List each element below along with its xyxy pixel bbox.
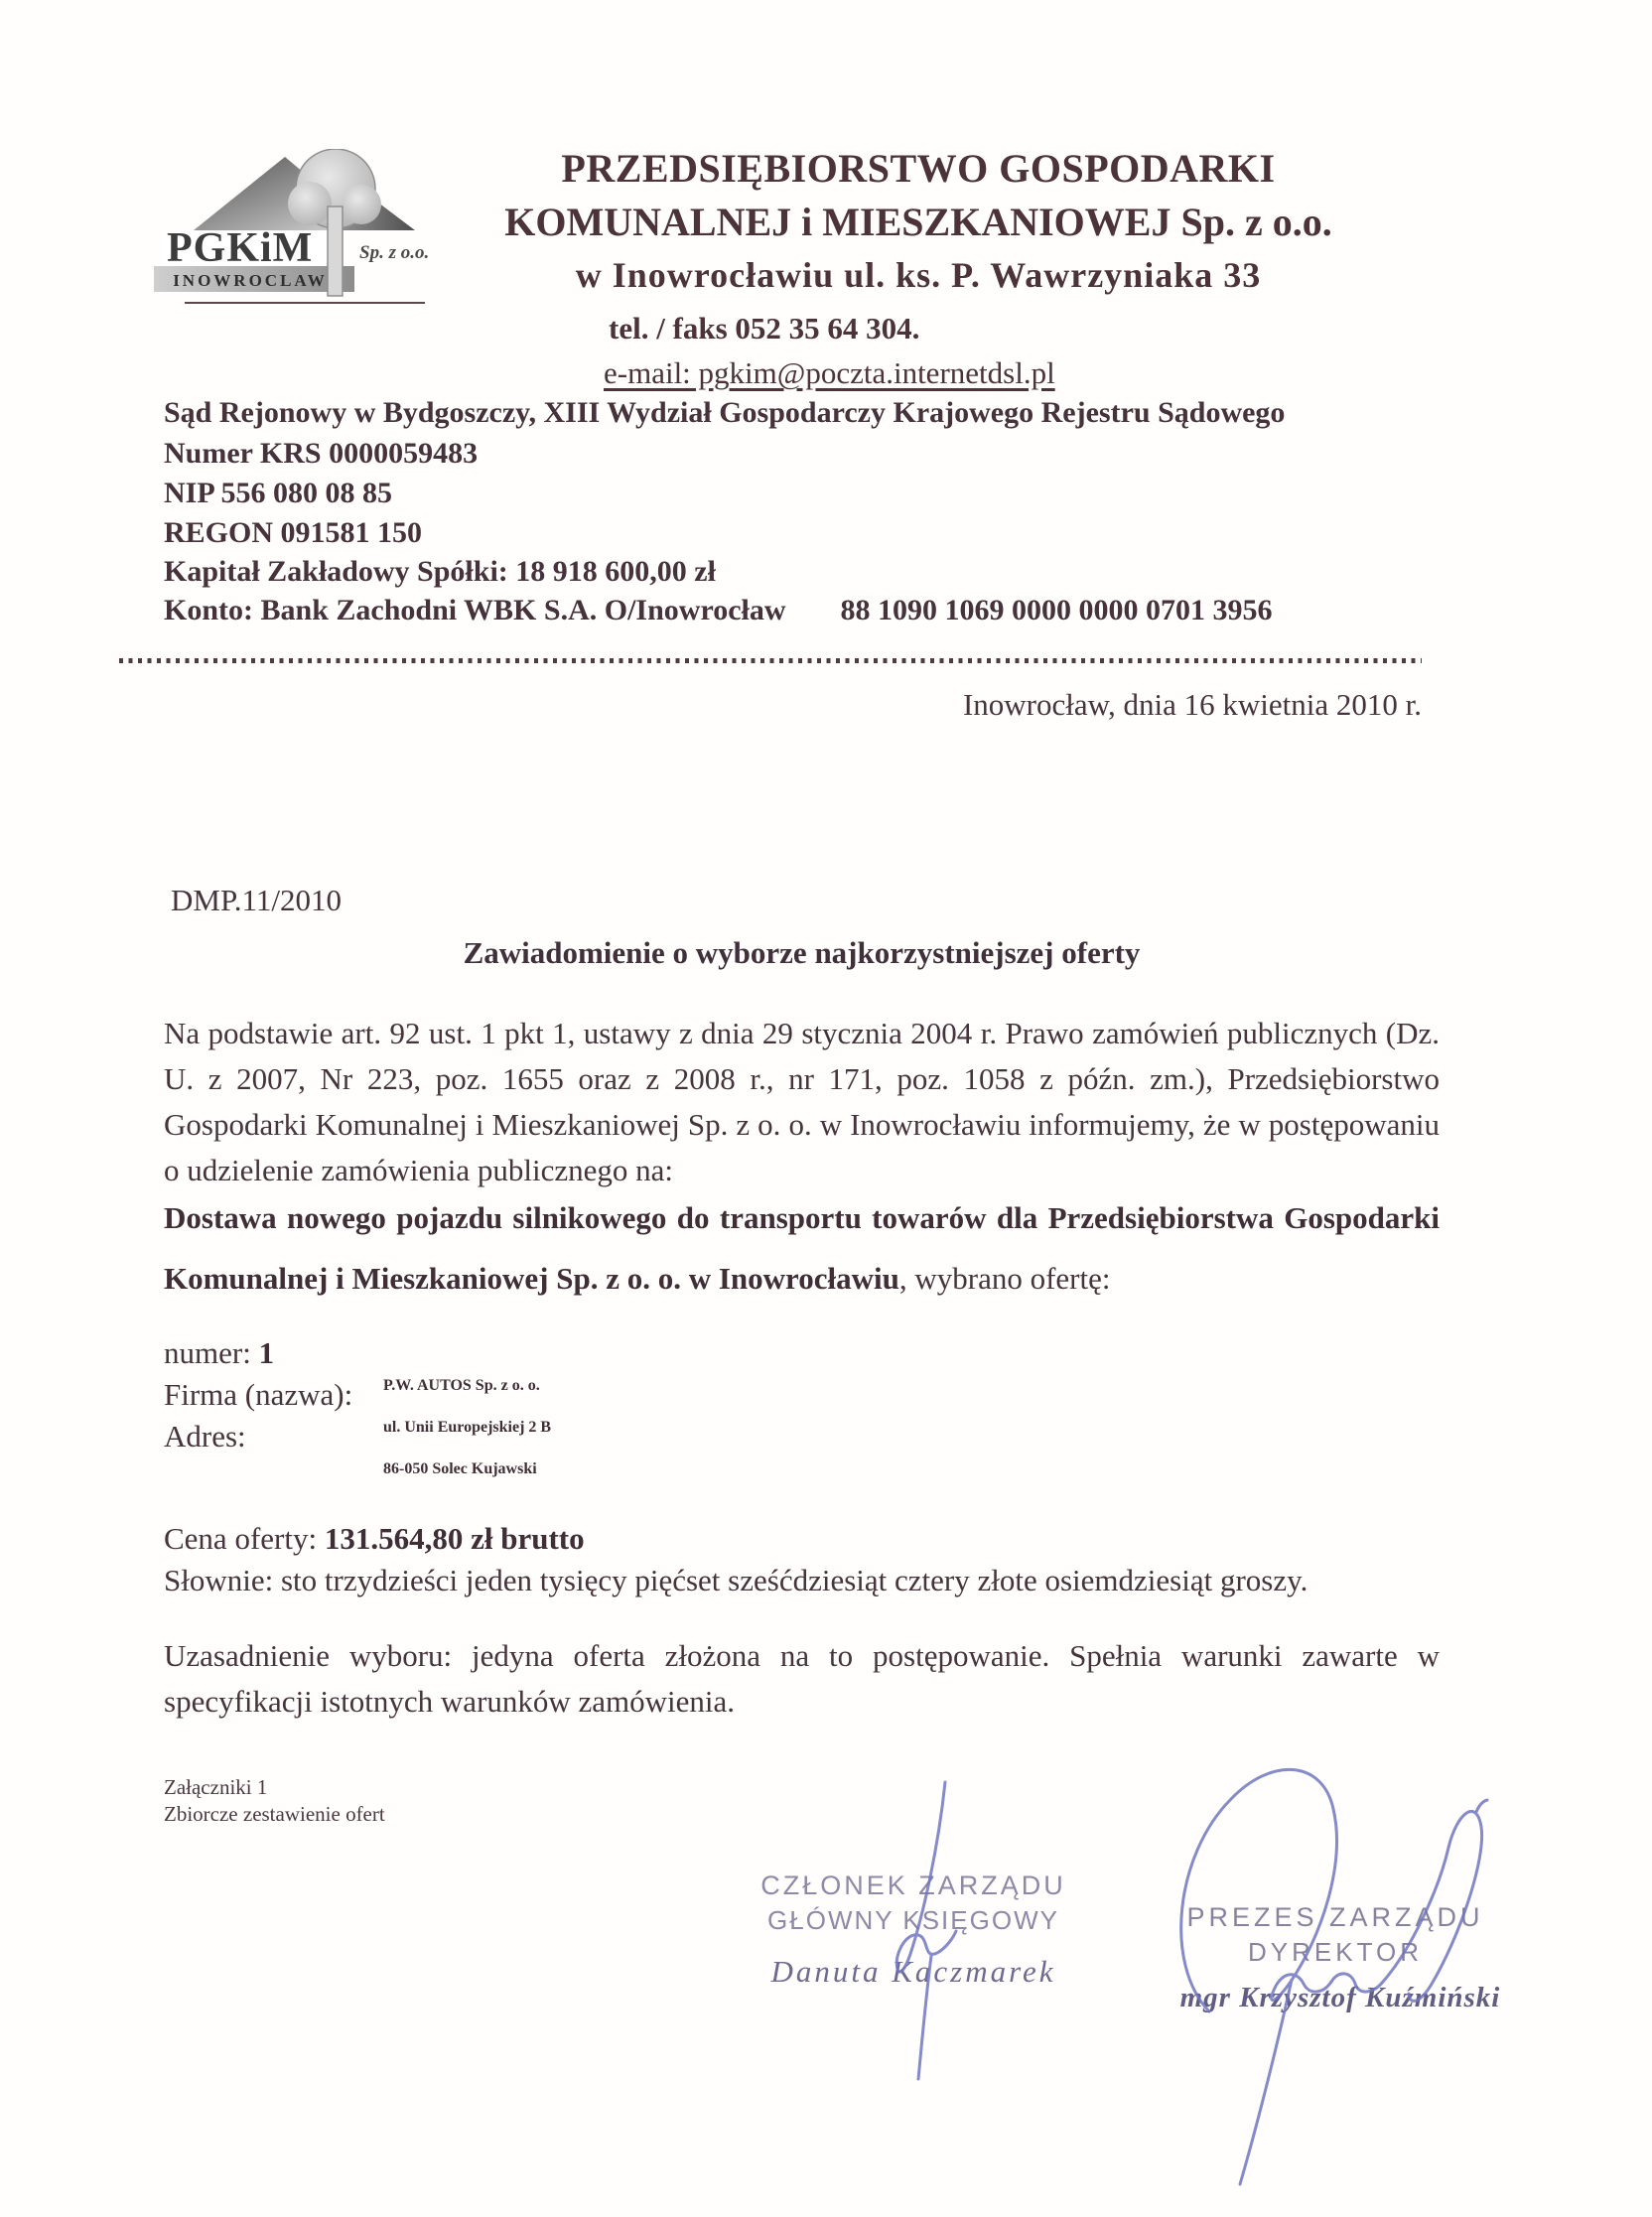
right-stamp-role1: PREZES ZARZĄDU bbox=[1186, 1902, 1484, 1932]
offer-firm-label: Firma (nazwa): bbox=[164, 1377, 353, 1412]
document-title: Zawiadomienie o wyborze najkorzystniejszej oferty bbox=[463, 935, 1141, 970]
share-capital-line: Kapitał Zakładowy Spółki: 18 918 600,00 zł bbox=[164, 555, 716, 588]
left-stamp-role2: GŁÓWNY KSIĘGOWY bbox=[767, 1905, 1059, 1935]
right-signature-topcurl bbox=[1476, 1800, 1487, 1812]
letterhead-email: e-mail: pgkim@poczta.internetdsl.pl bbox=[604, 355, 1055, 390]
price-in-words: Słownie: sto trzydzieści jeden tysięcy pięćset sześćdziesiąt cztery złote osiemdziesiąt groszy. bbox=[164, 1563, 1308, 1597]
logo-tree-canopy-bump2 bbox=[342, 185, 381, 224]
letterhead-company-line2: KOMUNALNEJ i MIESZKANIOWEJ Sp. z o.o. bbox=[504, 200, 1332, 244]
letterhead-company-line1: PRZEDSIĘBIORSTWO GOSPODARKI bbox=[561, 146, 1276, 191]
nip-number-line: NIP 556 080 08 85 bbox=[164, 477, 393, 509]
krs-number-line: Numer KRS 0000059483 bbox=[164, 437, 479, 470]
registry-court-line: Sąd Rejonowy w Bydgoszczy, XIII Wydział Gospodarczy Krajowego Rejestru Sądowego bbox=[164, 396, 1286, 429]
price-label: Cena oferty: bbox=[164, 1521, 325, 1556]
regon-number-line: REGON 091581 150 bbox=[164, 516, 423, 549]
price-value: 131.564,80 zł brutto bbox=[324, 1521, 585, 1556]
reference-number: DMP.11/2010 bbox=[171, 883, 342, 917]
offer-address-line1: ul. Unii Europejskiej 2 B bbox=[383, 1419, 552, 1436]
bank-account-label: Konto: Bank Zachodni WBK S.A. O/Inowrocław bbox=[164, 594, 786, 626]
attachments-line2: Zbiorcze zestawienie ofert bbox=[164, 1802, 385, 1826]
logo-tree-trunk bbox=[328, 207, 343, 296]
subject-bold-text: Dostawa nowego pojazdu silnikowego do transportu towarów dla Przedsiębiorstwa Gospodarki Komunalnej i Mieszkaniowej Sp. z o. o. w Inowrocławiu bbox=[164, 1200, 1440, 1296]
logo-acronym: PGKiM bbox=[167, 225, 314, 271]
logo-suffix: Sp. z o.o. bbox=[359, 242, 430, 263]
bank-account-line bbox=[164, 594, 1273, 627]
bank-account-number: 88 1090 1069 0000 0000 0701 3956 bbox=[840, 594, 1273, 626]
price-row bbox=[164, 1521, 585, 1557]
date-line: Inowrocław, dnia 16 kwietnia 2010 r. bbox=[962, 687, 1422, 722]
offer-address-label: Adres: bbox=[164, 1419, 246, 1454]
left-stamp-role1: CZŁONEK ZARZĄDU bbox=[760, 1871, 1066, 1900]
offer-number-value: 1 bbox=[258, 1335, 275, 1370]
subject-paragraph bbox=[164, 1187, 1440, 1309]
company-logo bbox=[149, 149, 437, 308]
offer-address-line2: 86-050 Solec Kujawski bbox=[383, 1460, 537, 1477]
logo-tree-canopy-bump bbox=[288, 182, 332, 225]
offer-firm-value: P.W. AUTOS Sp. z o. o. bbox=[383, 1377, 540, 1394]
right-stamp-name: mgr Krzysztof Kuźmiński bbox=[1179, 1982, 1501, 2013]
offer-number-label: numer: bbox=[164, 1335, 259, 1370]
attachments-line1: Załączniki 1 bbox=[164, 1775, 268, 1799]
dotted-separator bbox=[119, 658, 1422, 663]
subject-tail-text: , wybrano ofertę: bbox=[898, 1261, 1111, 1296]
intro-paragraph: Na podstawie art. 92 ust. 1 pkt 1, ustawy z dnia 29 stycznia 2004 r. Prawo zamówień publicznych (Dz. U. z 2007, Nr 223, poz. 1655 oraz z 2008 r., nr 171, poz. 1058 z późn. zm.), Przedsiębiorstwo Gospodarki Komunalnej i Mieszkaniowej Sp. z o. o. w Inowrocławiu informujemy, że w postępowaniu o udzielenie zamówienia publicznego na: bbox=[164, 1016, 1440, 1187]
right-stamp-role2: DYREKTOR bbox=[1248, 1937, 1423, 1967]
justification-paragraph: Uzasadnienie wyboru: jedyna oferta złożona na to postępowanie. Spełnia warunki zawarte w specyfikacji istotnych warunków zamówienia. bbox=[164, 1638, 1440, 1719]
offer-number-row bbox=[164, 1335, 274, 1371]
left-stamp-name: Danuta Kaczmarek bbox=[770, 1954, 1056, 1989]
logo-city: INOWROCLAW bbox=[173, 271, 328, 290]
right-signature-loop1 bbox=[1181, 1769, 1383, 2011]
letterhead-phone: tel. / faks 052 35 64 304. bbox=[609, 311, 920, 346]
letterhead-address-line: w Inowrocławiu ul. ks. P. Wawrzyniaka 33 bbox=[575, 255, 1262, 295]
